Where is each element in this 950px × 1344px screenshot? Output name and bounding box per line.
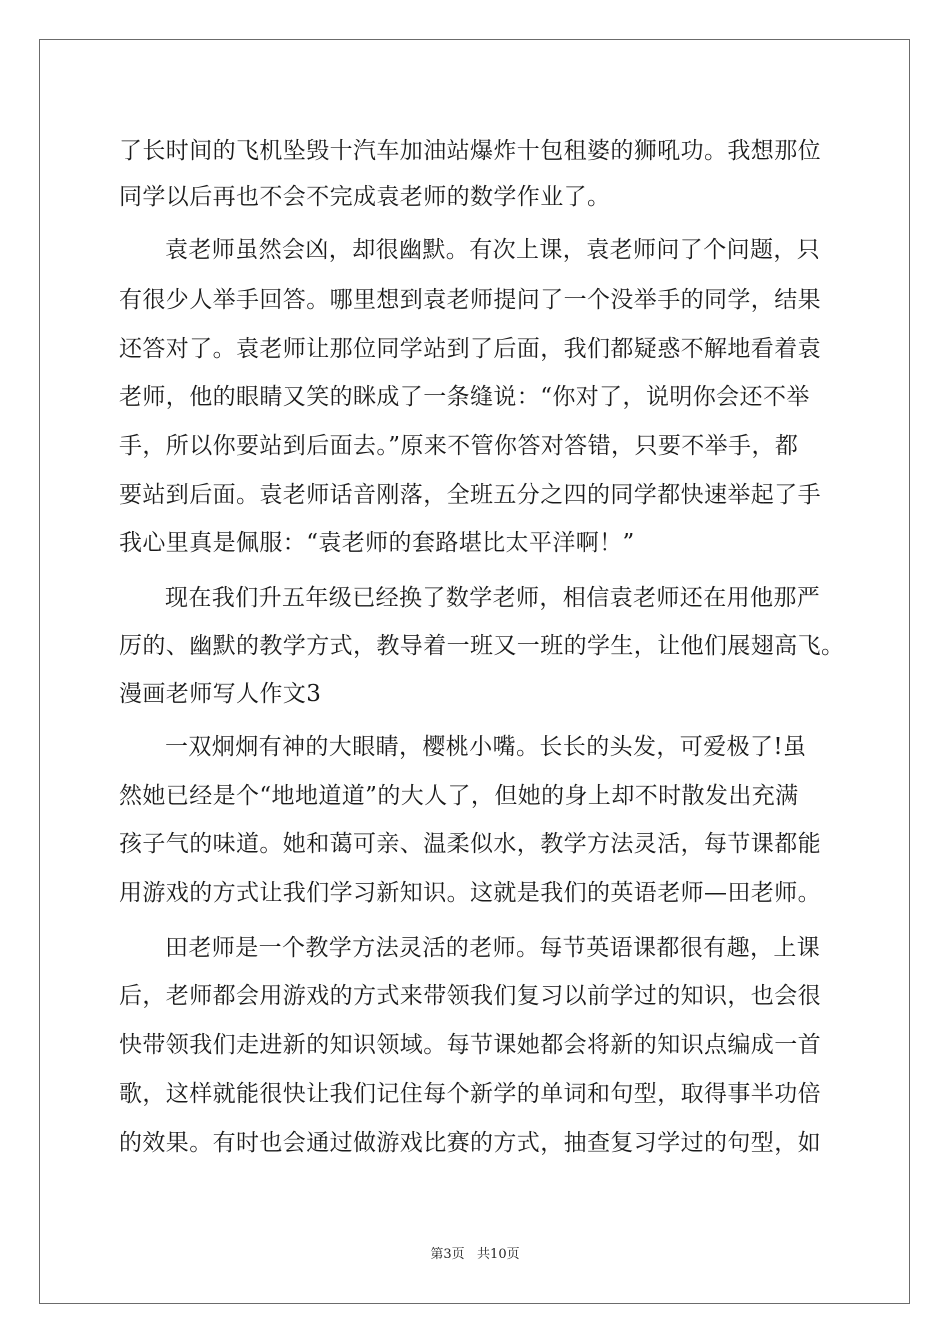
body-line: 老师，他的眼睛又笑的眯成了一条缝说：“你对了，说明你会还不举 [119,384,810,410]
body-line: 手，所以你要站到后面去。”原来不管你答对答错，只要不举手，都 [119,433,799,459]
body-line: 要站到后面。袁老师话音刚落，全班五分之四的同学都快速举起了手 [119,482,821,508]
body-line: 歌，这样就能很快让我们记住每个新学的单词和句型，取得事半功倍 [119,1081,821,1107]
paragraph-first-line: 袁老师虽然会凶，却很幽默。有次上课，袁老师问了个问题，只 [165,237,821,263]
page-number: 第3页 共10页 [430,1247,520,1262]
paragraph-first-line: 田老师是一个教学方法灵活的老师。每节英语课都很有趣，上课 [165,935,821,961]
body-line: 的效果。有时也会通过做游戏比赛的方式，抽查复习学过的句型，如 [119,1130,821,1156]
paragraph-first-line: 现在我们升五年级已经换了数学老师，相信袁老师还在用他那严 [165,585,821,611]
page-border [39,39,910,1304]
paragraph-first-line: 一双炯炯有神的大眼睛，樱桃小嘴。长长的头发，可爱极了!虽 [165,734,807,760]
body-line: 后，老师都会用游戏的方式来带领我们复习以前学过的知识，也会很 [119,983,821,1009]
body-line: 我心里真是佩服：“袁老师的套路堪比太平洋啊！” [119,530,635,556]
body-line: 快带领我们走进新的知识领域。每节课她都会将新的知识点编成一首 [119,1032,821,1058]
body-line: 用游戏的方式让我们学习新知识。这就是我们的英语老师—田老师。 [119,880,821,906]
body-line: 还答对了。袁老师让那位同学站到了后面，我们都疑惑不解地看着袁 [119,336,821,362]
body-line: 同学以后再也不会不完成袁老师的数学作业了。 [119,184,611,210]
page-footer [0,1243,950,1262]
body-line: 然她已经是个“地地道道”的大人了，但她的身上却不时散发出充满 [119,783,799,809]
body-line: 了长时间的飞机坠毁十汽车加油站爆炸十包租婆的狮吼功。我想那位 [119,138,821,164]
body-line: 有很少人举手回答。哪里想到袁老师提问了一个没举手的同学，结果 [119,287,821,313]
body-line: 厉的、幽默的教学方式，教导着一班又一班的学生，让他们展翅高飞。 [119,633,845,659]
body-line: 孩子气的味道。她和蔼可亲、温柔似水，教学方法灵活，每节课都能 [119,831,821,857]
section-heading: 漫画老师写人作文3 [119,681,322,707]
